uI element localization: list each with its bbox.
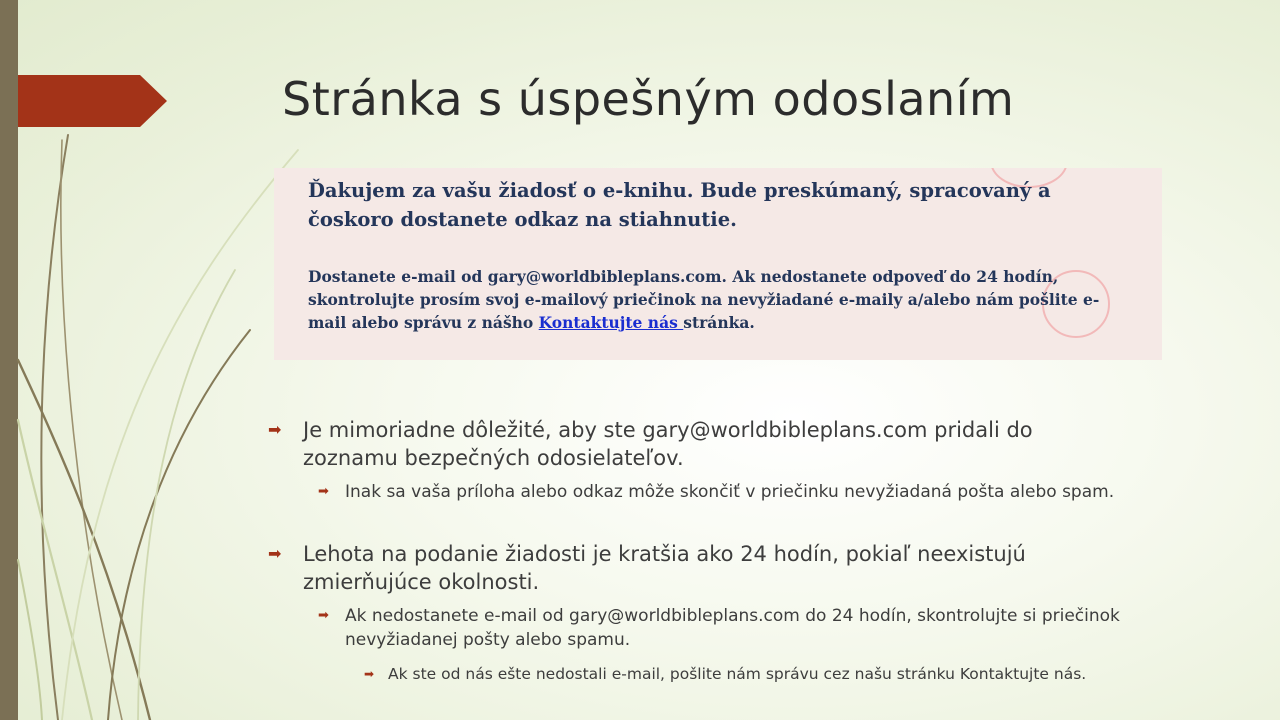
confirmation-message xyxy=(308,265,1128,334)
confirmation-message-end: stránka. xyxy=(683,313,755,332)
confirmation-page-screenshot xyxy=(274,168,1162,360)
title-arrow-accent xyxy=(0,0,170,130)
arrow-bullet-icon: ➡ xyxy=(268,420,282,439)
bullet-item xyxy=(268,416,1128,472)
contact-us-link[interactable]: Kontaktujte nás xyxy=(538,313,684,332)
arrow-bullet-icon: ➡ xyxy=(268,544,282,563)
arrow-bullet-icon: ➡ xyxy=(318,484,329,499)
arrow-bullet-icon: ➡ xyxy=(364,667,375,681)
bullet-item xyxy=(268,540,1128,596)
bullet-item xyxy=(318,480,1188,504)
arrow-bullet-icon: ➡ xyxy=(318,608,329,623)
confirmation-message-text: Dostanete e-mail od gary@worldbibleplans.com. Ak nedostanete odpoveď do 24 hodín, skontrolujte prosím svoj e-mailový priečinok na nevyžiadané e-maily a/alebo nám pošlite e-mail alebo správu z nášho xyxy=(308,267,1100,332)
bullet-text: Je mimoriadne dôležité, aby ste gary@worldbibleplans.com pridali do zoznamu bezpečných odosielateľov. xyxy=(303,418,1033,470)
slide-title: Stránka s úspešným odoslaním xyxy=(282,72,1015,126)
bullet-text: Ak ste od nás ešte nedostali e-mail, pošlite nám správu cez našu stránku Kontaktujte nás. xyxy=(388,665,1087,683)
bullet-item xyxy=(318,604,1188,652)
confirmation-heading: Ďakujem za vašu žiadosť o e-knihu. Bude preskúmaný, spracovaný a čoskoro dostanete odkaz na stiahnutie. xyxy=(308,179,1051,231)
bullet-item xyxy=(364,663,1244,685)
bullet-text: Lehota na podanie žiadosti je kratšia ako 24 hodín, pokiaľ neexistujú zmierňujúce okolnosti. xyxy=(303,542,1026,594)
bullet-text: Inak sa vaša príloha alebo odkaz môže skončiť v priečinku nevyžiadaná pošta alebo spam. xyxy=(345,482,1115,502)
bullet-text: Ak nedostanete e-mail od gary@worldbibleplans.com do 24 hodín, skontrolujte si priečinok nevyžiadanej pošty alebo spamu. xyxy=(345,606,1120,650)
